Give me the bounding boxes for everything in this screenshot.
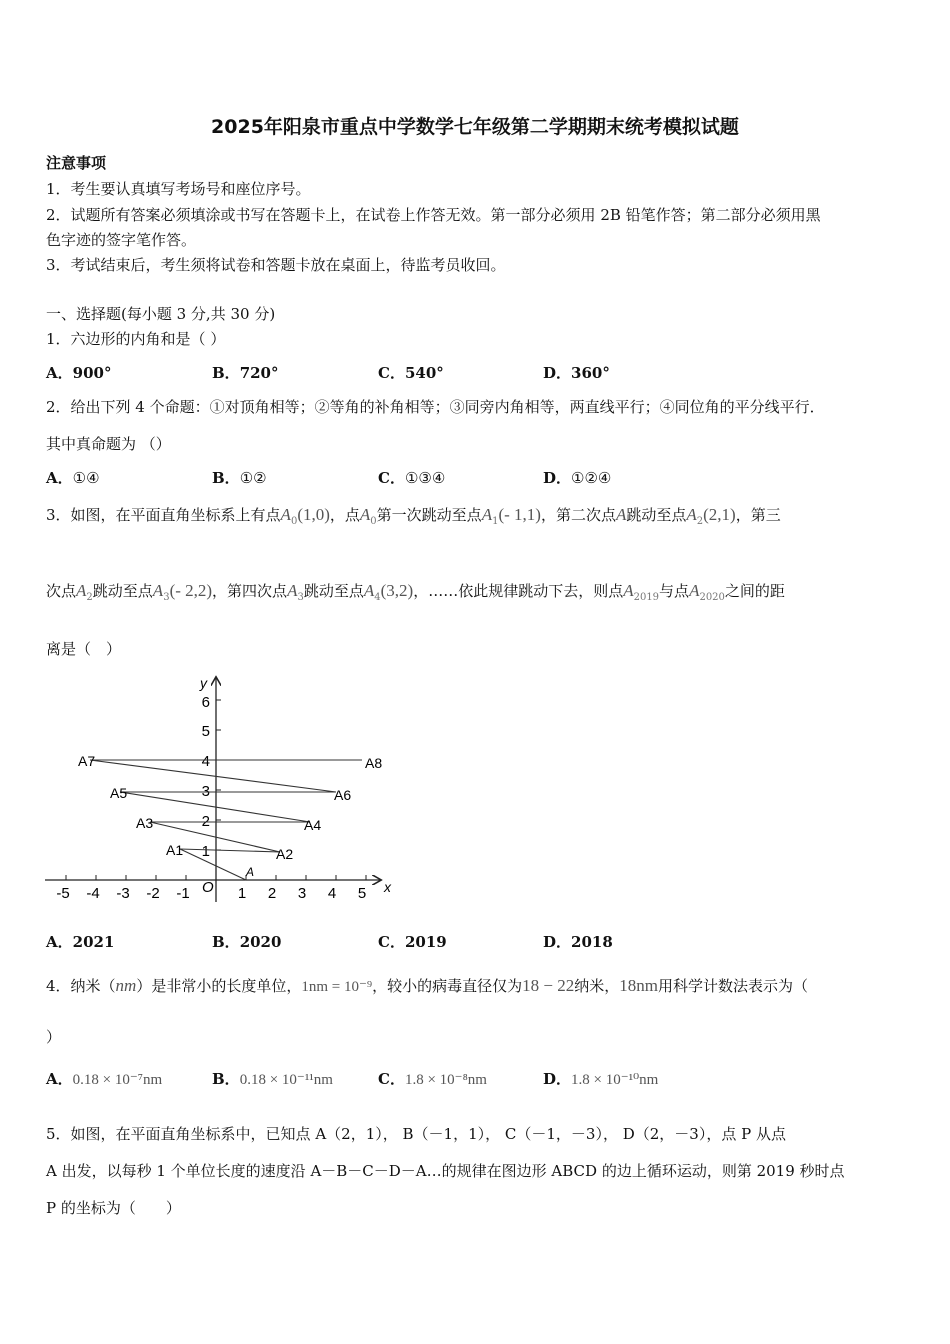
q3-line-1: 3．如图，在平面直角坐标系上有点$A_0(1,0)$，点$A_0$第一次跳动至点$A_1(-$ 1,1)，第二次点A跳动至点$A_2(2,1)$，第三	[46, 505, 781, 527]
y-tick-label: 3	[201, 783, 210, 800]
q4-option-b[interactable]: B．0.18 × 10⁻¹¹nm	[212, 1070, 333, 1088]
point-label-a5: A5	[110, 785, 128, 801]
q2-option-a[interactable]: A．①④	[46, 469, 100, 487]
y-tick-label: 2	[201, 813, 210, 830]
q4-option-d[interactable]: D．1.8 × 10⁻¹⁰nm	[543, 1070, 659, 1088]
q5-line-3: P 的坐标为（ ）	[46, 1199, 181, 1217]
q4-option-a[interactable]: A．0.18 × 10⁻⁷nm	[46, 1070, 163, 1088]
q3-option-b[interactable]: B．2020	[212, 933, 282, 951]
point-label-a7: A7	[78, 753, 96, 769]
q3-line-3: 离是（ ）	[46, 640, 122, 658]
q1-option-b[interactable]: B．720°	[212, 364, 279, 382]
notice-item-1: 1．考生要认真填写考场号和座位序号。	[46, 180, 311, 198]
q3-option-c[interactable]: C．2019	[378, 933, 447, 951]
q4-option-c[interactable]: C．1.8 × 10⁻⁸nm	[378, 1070, 487, 1088]
x-tick-label: -3	[116, 885, 130, 902]
point-label-a4: A4	[304, 817, 322, 833]
q3-line-2: 次点$A_2$跳动至点$A_3(-$ 2,2)，第四次点$A_3$跳动至点$A_4(3,2)$，……依此规律跳动下去，则点$A_{2019}$与点$A_{2020}$之间的距	[46, 581, 785, 603]
point-label-a: A	[246, 865, 255, 879]
y-tick-label: 6	[201, 694, 210, 711]
x-tick-label: -2	[146, 885, 160, 902]
point-label-a1: A1	[166, 842, 184, 858]
x-tick-label: -4	[86, 885, 100, 902]
origin-label: O	[202, 879, 214, 896]
q2-option-c[interactable]: C．①③④	[378, 469, 446, 487]
q4-stem: 4．纳米（nm）是非常小的长度单位，1nm = 10⁻⁹，较小的病毒直径仅为18 − 22纳米，18nm用科学计数法表示为（	[46, 976, 808, 995]
x-tick-label: 3	[297, 885, 307, 902]
q1-option-d[interactable]: D．360°	[543, 364, 610, 382]
q2-option-b[interactable]: B．①②	[212, 469, 267, 487]
x-tick-label: 5	[357, 885, 367, 902]
y-tick-label: 4	[201, 753, 210, 770]
path-segment	[180, 849, 246, 880]
q2-stem-b: 其中真命题为 （）	[46, 435, 171, 453]
q1-option-a[interactable]: A．900°	[46, 364, 112, 382]
q1-stem: 1．六边形的内角和是（ ）	[46, 330, 226, 348]
path-segment	[180, 849, 280, 852]
x-tick-label: -5	[56, 885, 70, 902]
x-tick-label: 2	[267, 885, 277, 902]
q4-stem-close: ）	[46, 1028, 62, 1046]
q3-option-a[interactable]: A．2021	[46, 933, 115, 951]
point-label-a8: A8	[365, 755, 383, 771]
q5-line-2: A 出发，以每秒 1 个单位长度的速度沿 A－B－C－D－A…的规律在图边形 ABCD 的边上循环运动，则第 2019 秒时点	[46, 1162, 845, 1180]
point-label-a2: A2	[276, 846, 294, 862]
notice-item-2a: 2．试题所有答案必须填涂或书写在答题卡上，在试卷上作答无效。第一部分必须用 2B 铅笔作答；第二部分必须用黑	[46, 206, 821, 224]
y-axis-label: y	[200, 675, 207, 691]
q2-stem-a: 2．给出下列 4 个命题：①对顶角相等；②等角的补角相等；③同旁内角相等，两直线平行；④同位角的平分线平行．	[46, 398, 825, 416]
q3-coordinate-figure	[40, 670, 400, 910]
point-label-a6: A6	[334, 787, 352, 803]
y-tick-label: 5	[201, 723, 210, 740]
q3-option-d[interactable]: D．2018	[543, 933, 613, 951]
q2-option-d[interactable]: D．①②④	[543, 469, 612, 487]
section-heading: 一、选择题(每小题 3 分,共 30 分)	[46, 305, 276, 323]
x-tick-label: 4	[327, 885, 337, 902]
q5-line-1: 5．如图，在平面直角坐标系中，已知点 A（2，1）， B（－1，1）， C（－1，－3）， D（2，－3），点 P 从点	[46, 1125, 786, 1143]
notice-heading: 注意事项	[46, 154, 107, 172]
y-tick-label: 1	[201, 843, 210, 860]
x-tick-label: -1	[176, 885, 190, 902]
x-tick-label: 1	[237, 885, 247, 902]
x-axis-label: x	[384, 879, 391, 895]
page-title: 2025年阳泉市重点中学数学七年级第二学期期末统考模拟试题	[211, 116, 739, 138]
notice-item-3: 3．考试结束后，考生须将试卷和答题卡放在桌面上，待监考员收回。	[46, 256, 506, 274]
point-label-a3: A3	[136, 815, 154, 831]
notice-item-2b: 色字迹的签字笔作答。	[46, 231, 197, 249]
q1-option-c[interactable]: C．540°	[378, 364, 444, 382]
